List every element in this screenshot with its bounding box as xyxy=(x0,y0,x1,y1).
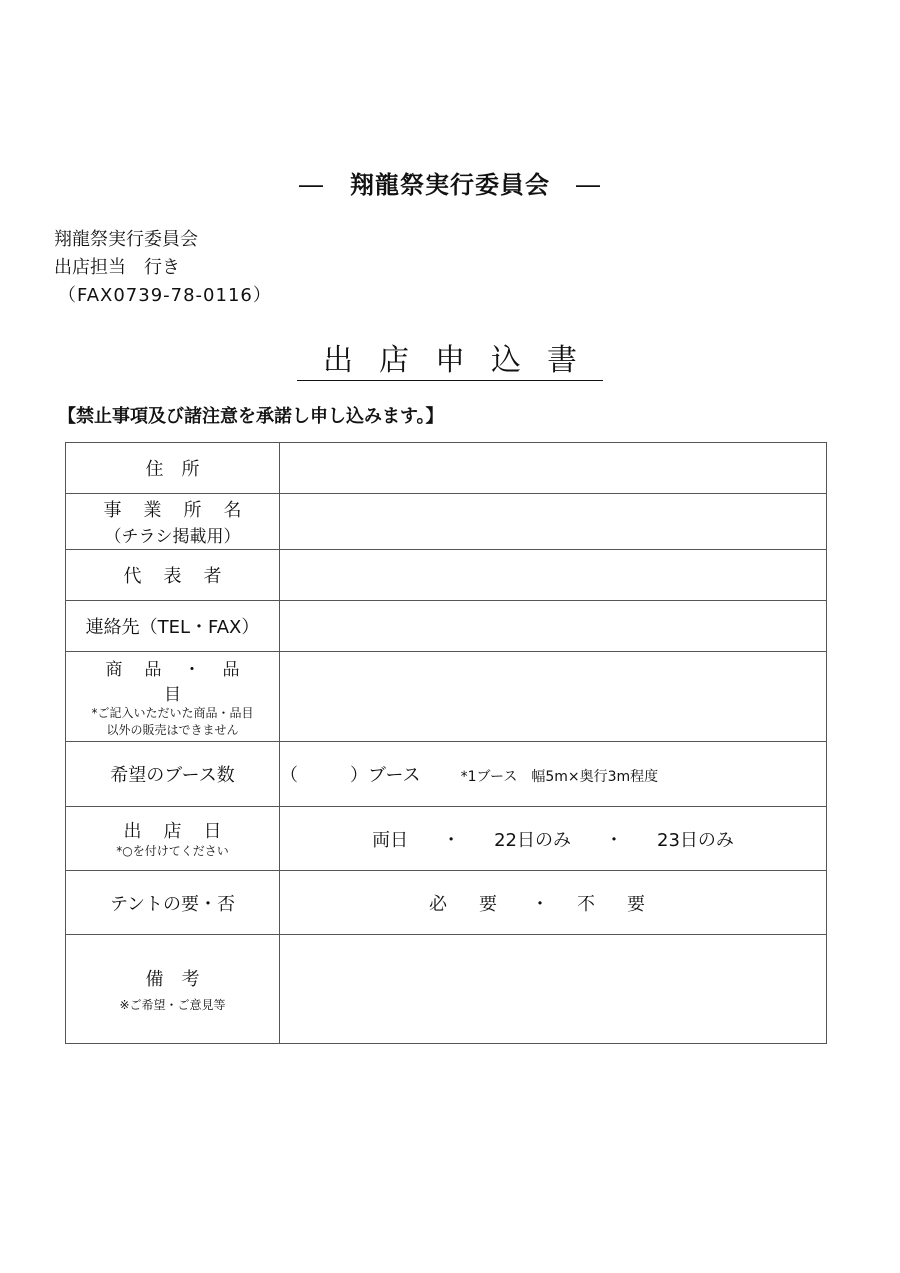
form-row-address xyxy=(66,443,827,494)
form-row-contact xyxy=(66,601,827,652)
label-dates-note: *○を付けてください xyxy=(116,844,229,858)
label-products-note: *ご記入いただいた商品・品目 xyxy=(91,705,254,720)
form-row-dates xyxy=(66,807,827,871)
label-dates xyxy=(66,807,280,871)
label-dates-text: 出店日 xyxy=(123,821,244,842)
form-row-booth-count xyxy=(66,742,827,807)
business-name-field[interactable] xyxy=(280,494,827,550)
label-products xyxy=(66,652,280,742)
label-products-note2: 以外の販売はできません xyxy=(106,722,239,737)
header-dash-left: ― xyxy=(299,171,324,199)
label-products-text: 商品・品目 xyxy=(105,659,262,705)
addressee-organization: 翔龍祭実行委員会 xyxy=(54,229,198,250)
label-remarks-text: 備 考 xyxy=(145,968,200,990)
label-booth-count xyxy=(66,742,280,807)
booth-unit-label: ）ブース xyxy=(350,765,421,786)
addressee-fax: （FAX0739-78-0116） xyxy=(58,285,272,306)
date-option-both[interactable]: 両日 xyxy=(372,829,409,851)
date-option-22[interactable]: 22日のみ xyxy=(494,829,571,851)
booth-size-note: *1ブース 幅5m×奥行3m程度 xyxy=(460,769,659,785)
header-title-text: 翔龍祭実行委員会 xyxy=(350,171,550,199)
document-title-text: 出店申込書 xyxy=(297,342,603,381)
label-business-name xyxy=(66,494,280,550)
label-tent xyxy=(66,871,280,935)
products-field[interactable] xyxy=(280,652,827,742)
label-contact xyxy=(66,601,280,652)
tent-cell xyxy=(280,871,827,935)
addressee-department: 出店担当 行き xyxy=(54,257,180,278)
label-contact-text: 連絡先（TEL・FAX） xyxy=(85,617,260,638)
representative-field[interactable] xyxy=(280,550,827,601)
label-business-name-text: 事業所名 xyxy=(103,500,264,521)
application-form-table xyxy=(65,442,827,1044)
form-row-representative xyxy=(66,550,827,601)
label-booth-count-text: 希望のブース数 xyxy=(110,765,235,786)
form-row-tent xyxy=(66,871,827,935)
form-row-remarks xyxy=(66,935,827,1044)
form-row-business-name xyxy=(66,494,827,550)
date-separator-1: ・ xyxy=(442,829,461,851)
label-representative-text: 代表者 xyxy=(123,566,244,587)
label-remarks-note: ※ご希望・ご意見等 xyxy=(119,997,226,1012)
label-tent-text: テントの要・否 xyxy=(109,893,236,915)
label-address xyxy=(66,443,280,494)
addressee-block xyxy=(54,226,272,310)
date-separator-2: ・ xyxy=(605,829,623,851)
tent-option-required[interactable]: 必要 xyxy=(429,893,529,915)
contact-field[interactable] xyxy=(280,601,827,652)
label-address-text: 住 所 xyxy=(145,459,200,480)
label-representative xyxy=(66,550,280,601)
label-remarks xyxy=(66,935,280,1044)
page-header xyxy=(0,165,900,200)
tent-option-not-required[interactable]: 不要 xyxy=(577,893,677,915)
document-title xyxy=(0,342,900,381)
dates-cell xyxy=(280,807,827,871)
consent-statement: 【禁止事項及び諸注意を承諾し申し込みます。】 xyxy=(58,406,444,427)
booth-count-cell xyxy=(280,742,827,807)
form-row-products xyxy=(66,652,827,742)
label-business-name-note: （チラシ掲載用） xyxy=(104,527,241,547)
tent-separator: ・ xyxy=(531,893,549,915)
header-dash-right: ― xyxy=(576,171,601,199)
address-field[interactable] xyxy=(280,443,827,494)
remarks-field[interactable] xyxy=(280,935,827,1044)
date-option-23[interactable]: 23日のみ xyxy=(657,829,734,851)
booth-open-paren: （ xyxy=(280,765,298,786)
